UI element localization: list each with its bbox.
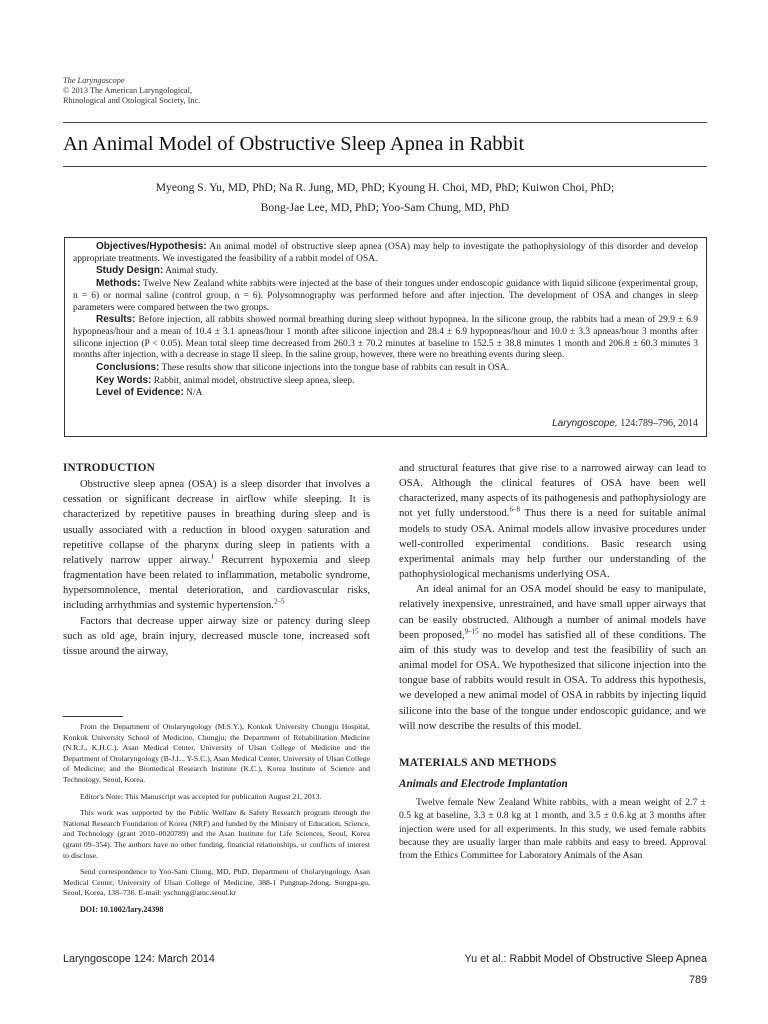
- right-column: [399, 461, 706, 862]
- affil-text-a: From the Department of Otolaryngology (: [80, 722, 218, 731]
- abstract-evidence: [73, 387, 698, 400]
- conclusions-text: These results show that silicone injections into the tongue base of rabbits can result in OSA.: [159, 363, 510, 374]
- intro-heading: INTRODUCTION: [63, 462, 155, 474]
- abstract-objectives: [73, 241, 698, 265]
- methods-paragraph-1: Twelve female New Zealand White rabbits, with a mean weight of 2.7 ± 0.5 kg at baseline, 3.3 ± 0.8 kg at 1 month, and 3.5 ± 0.6 kg at 3 months after injection were used for all experiments. In this study, we used female rabbits because they are usually larger than male rabbits and easy to breed. Approval from the Ethics Committee for Laboratory Animals of the Asan: [399, 797, 706, 861]
- ref-1: 1: [210, 552, 214, 561]
- author-list: [63, 178, 707, 218]
- intro-paragraph-3: [399, 582, 706, 734]
- results-text: Before injection, all rabbits showed normal breathing during sleep without hypopnea. In the silicone group, the rabbits had a mean of 29.9 ± 6.9 hypopneas/hour and a mean of 10.4 ± 3.1 apneas/hour 1 month after silicone injection and 28.4 ± 6.9 hypopneas/hour and 10.0 ± 3.3 apneas/hour 3 months after silicone injection (P < 0.05). Mean total sleep time decreased from 260.3 ± 70.2 minutes at baseline to 152.5 ± 38.8 minutes 1 month and 206.8 ± 60.3 minutes 3 months after injection, with a decrease in stage II sleep. In the saline group, however, there were no breathing events during sleep.: [73, 315, 698, 361]
- objectives-label: Objectives/Hypothesis:: [96, 241, 207, 252]
- title-rule: [63, 166, 707, 167]
- conclusions-label: Conclusions:: [96, 362, 160, 374]
- abstract-box: [64, 237, 707, 437]
- intro-p2-cont-b: Thus there is a need for suitable animal models to study OSA. Animal models allow invasive procedures under well-controlled experimental conditions. Basic research using experimental animals may help further our understanding of the pathophysiological mechanisms underlying OSA.: [399, 508, 706, 581]
- methods-subheading: Animals and Electrode Implantation: [399, 777, 568, 790]
- affiliations: [63, 722, 370, 786]
- ref-9-15: 9–15: [464, 627, 479, 636]
- footnote-rule: [63, 716, 123, 717]
- correspondence-note: Send correspondence to Yoo-Sam Chung, MD, PhD, Department of Otolaryngology, Asan Medical Center, University of Ulsan College of Medicine, 388-1 Pungnap-2dong, Songpa-gu, Seoul, Korea, 138–736. E-mail: yschung@amc.seoul.kr: [63, 867, 370, 898]
- affil-initials-4: K.C.: [243, 764, 259, 774]
- page-number: 789: [688, 974, 707, 986]
- affil-initials-3: B-J.L., Y-S.C.: [163, 753, 208, 763]
- intro-p3-text-a: An ideal animal for an OSA model should be easy to manipulate, relatively inexpensive, unrestrained, and have small upper airways that can be easily obstructed. Although a number of animal models have been proposed,: [399, 584, 706, 641]
- header-rule: [63, 122, 707, 123]
- abstract-results: [73, 314, 698, 362]
- authors-line-2: Bong-Jae Lee, MD, PhD; Yoo-Sam Chung, MD, PhD: [260, 201, 510, 214]
- keywords-text: Rabbit, animal model, obstructive sleep apnea, sleep.: [151, 375, 355, 386]
- intro-p1-text-b: Recurrent hypoxemia and sleep fragmentation have been related to inflammation, metabolic syndrome, hypersomnolence, mental deterioration, and cardiovascular risks, including arrhythmias and systemic hypertension.: [63, 554, 370, 612]
- abstract-design: [73, 265, 698, 278]
- design-label: Study Design:: [96, 265, 164, 277]
- abstract-keywords: [73, 375, 698, 388]
- funding-note: This work was supported by the Public Welfare & Safety Research program through the National Research Foundation of Korea (NRF) and funded by the Ministry of Education, Science, and Technology (grant 2010–0020789) and the Asan Institute for Life Sciences, Seoul, Korea (grant 09–354). The authors have no other funding, financial relationships, or conflicts of interest to disclose.: [63, 808, 370, 860]
- footer-journal-info: Laryngoscope 124: March 2014: [63, 953, 215, 965]
- affil-text-d: ), Asan Medical Center, University of Ulsan College of Medicine; and the Biomedical Research Institute (: [63, 753, 370, 774]
- journal-header: [63, 76, 200, 107]
- doi: DOI: 10.1002/lary.24398: [80, 904, 164, 914]
- affil-initials-1: M.S.Y.: [217, 722, 240, 731]
- abstract-citation: [552, 418, 698, 430]
- editor-note: Editor's Note: This Manuscript was accepted for publication August 21, 2013.: [80, 791, 322, 801]
- footnotes: [63, 716, 370, 916]
- intro-p3-text-b: no model has satisfied all of these conditions. The aim of this study was to develop and test the feasibility of such an animal model for OSA. We hypothesized that silicone injection into the tongue base of rabbits would result in OSA. To address this hypothesis, we developed a new animal model of OSA in rabbits by injecting liquid silicone into the base of the tongue under endoscopic guidance, and we will now describe the results of this model.: [399, 629, 706, 732]
- methods-text: Twelve New Zealand white rabbits were injected at the base of their tongues under endoscopic guidance with liquid silicone (experimental group, n = 6) or normal saline (control group, n = 6). Polysomnography was performed before and after injection. The development of OSA and changes in sleep parameters were compared between the two groups.: [73, 279, 698, 313]
- affil-text-e: ), Korea Institute of Science and Technology, Seoul, Korea.: [63, 764, 371, 784]
- intro-p1-text-a: Obstructive sleep apnea (OSA) is a sleep disorder that involves a cessation or significant decrease in airflow while sleeping. It is characterized by repetitive pauses in breathing during sleep and is usually associated with a reduction in blood oxygen saturation and repetitive collapse of the pharynx during sleep in patients with a relatively narrow upper airway.: [63, 479, 370, 566]
- authors-line-1: Myeong S. Yu, MD, PhD; Na R. Jung, MD, PhD; Kyoung H. Choi, MD, PhD; Kuiwon Choi, PhD;: [155, 181, 615, 194]
- abstract-methods: [73, 278, 698, 314]
- intro-paragraph-1: [63, 477, 370, 613]
- affil-text-c: ), Asan Medical Center, University of Ulsan College of Medicine and the Department of Otolaryngology (: [63, 743, 370, 763]
- footer-running-title: Yu et al.: Rabbit Model of Obstructive Sleep Apnea: [464, 953, 707, 965]
- evidence-text: N/A: [183, 388, 203, 399]
- evidence-label: Level of Evidence:: [96, 387, 184, 399]
- keywords-label: Key Words:: [96, 374, 152, 386]
- results-label: Results:: [96, 314, 136, 326]
- intro-paragraph-2-continued: [399, 461, 706, 582]
- objectives-text: An animal model of obstructive sleep apnea (OSA) may help to investigate the pathophysiology of this disorder and develop appropriate treatments. We investigated the feasibility of a rabbit model of OSA.: [73, 242, 698, 264]
- ref-2-5: 2–5: [273, 597, 285, 606]
- methods-label: Methods:: [96, 278, 141, 290]
- article-title: An Animal Model of Obstructive Sleep Apnea in Rabbit: [63, 133, 525, 155]
- left-column: [63, 461, 370, 659]
- affil-text-b: ), Konkuk University Chungju Hospital, Konkuk University School of Medicine, Chungju; the Department of Rehabilitation Medicine (: [63, 722, 370, 753]
- citation-detail: 124:789–796, 2014: [617, 418, 698, 430]
- intro-paragraph-2: Factors that decrease upper airway size or patency during sleep such as old age, brain injury, decreased muscle tone, increased soft tissue around the airway,: [63, 615, 370, 657]
- journal-name: The Laryngoscope: [63, 76, 125, 85]
- ref-6-8: 6–8: [509, 505, 520, 514]
- copyright-line-2: Rhinological and Otological Society, Inc.: [63, 96, 201, 106]
- abstract-conclusions: [73, 362, 698, 375]
- citation-journal: Laryngoscope,: [552, 418, 618, 430]
- copyright-line-1: © 2013 The American Laryngological,: [63, 86, 192, 96]
- intro-p2-cont-a: and structural features that give rise to a narrowed airway can lead to OSA. Although the clinical features of OSA have been well characterized, many aspects of its pathogenesis and pathophysiology are not yet fully understood.: [399, 463, 706, 520]
- methods-heading: MATERIALS AND METHODS: [399, 756, 557, 769]
- design-text: Animal study.: [163, 266, 218, 277]
- affil-initials-2: N.R.J., K.H.C.: [65, 743, 114, 753]
